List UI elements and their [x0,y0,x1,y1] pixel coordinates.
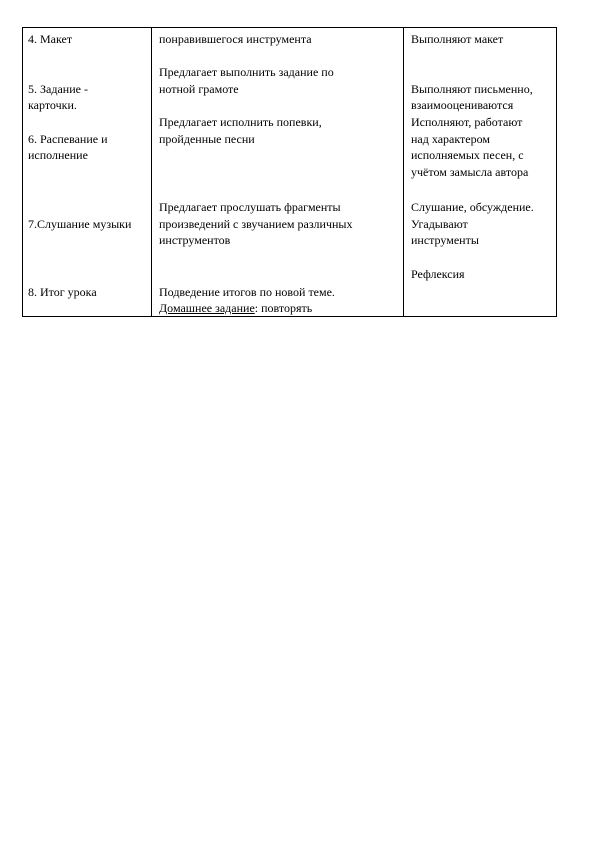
homework-label: Домашнее задание [159,301,255,315]
teacher-cards-line-1: Предлагает выполнить задание по [159,65,334,79]
teacher-homework-line [159,300,312,317]
teacher-singing-line-2: пройденные песни [159,132,255,146]
stage-maket: 4. Макет [28,32,73,46]
students-singing-line-3: исполняемых песен, с [411,148,524,162]
students-listening-line-3: инструменты [411,233,479,247]
teacher-listening-line-2: произведений с звучанием различных [159,217,353,231]
students-singing-line-4: учётом замысла автора [411,165,529,179]
column-divider-2 [403,28,404,316]
teacher-listening-line-1: Предлагает прослушать фрагменты [159,200,341,214]
teacher-singing-line-1: Предлагает исполнить попевки, [159,115,322,129]
teacher-summary-line-1: Подведение итогов по новой теме. [159,285,335,299]
teacher-cards-line-2: нотной грамоте [159,82,239,96]
students-summary: Рефлексия [411,267,465,281]
students-listening-line-2: Угадывают [411,217,468,231]
teacher-listening-line-3: инструментов [159,233,231,247]
stage-summary: 8. Итог урока [28,285,97,299]
students-maket: Выполняют макет [411,32,504,46]
students-cards-line-1: Выполняют письменно, [411,82,533,96]
teacher-maket: понравившегося инструмента [159,32,312,46]
stage-singing-line-2: исполнение [28,148,88,162]
stage-singing-line-1: 6. Распевание и [28,132,108,146]
lesson-table [22,27,557,317]
column-divider-1 [151,28,152,316]
students-cards-line-2: взаимооцениваются [411,98,514,112]
stage-listening: 7.Слушание музыки [28,217,132,231]
homework-rest: : повторять [254,301,313,315]
stage-cards-line-1: 5. Задание - [28,82,88,96]
students-singing-line-2: над характером [411,132,490,146]
students-singing-line-1: Исполняют, работают [411,115,523,129]
stage-cards-line-2: карточки. [28,98,77,112]
students-listening-line-1: Слушание, обсуждение. [411,200,534,214]
